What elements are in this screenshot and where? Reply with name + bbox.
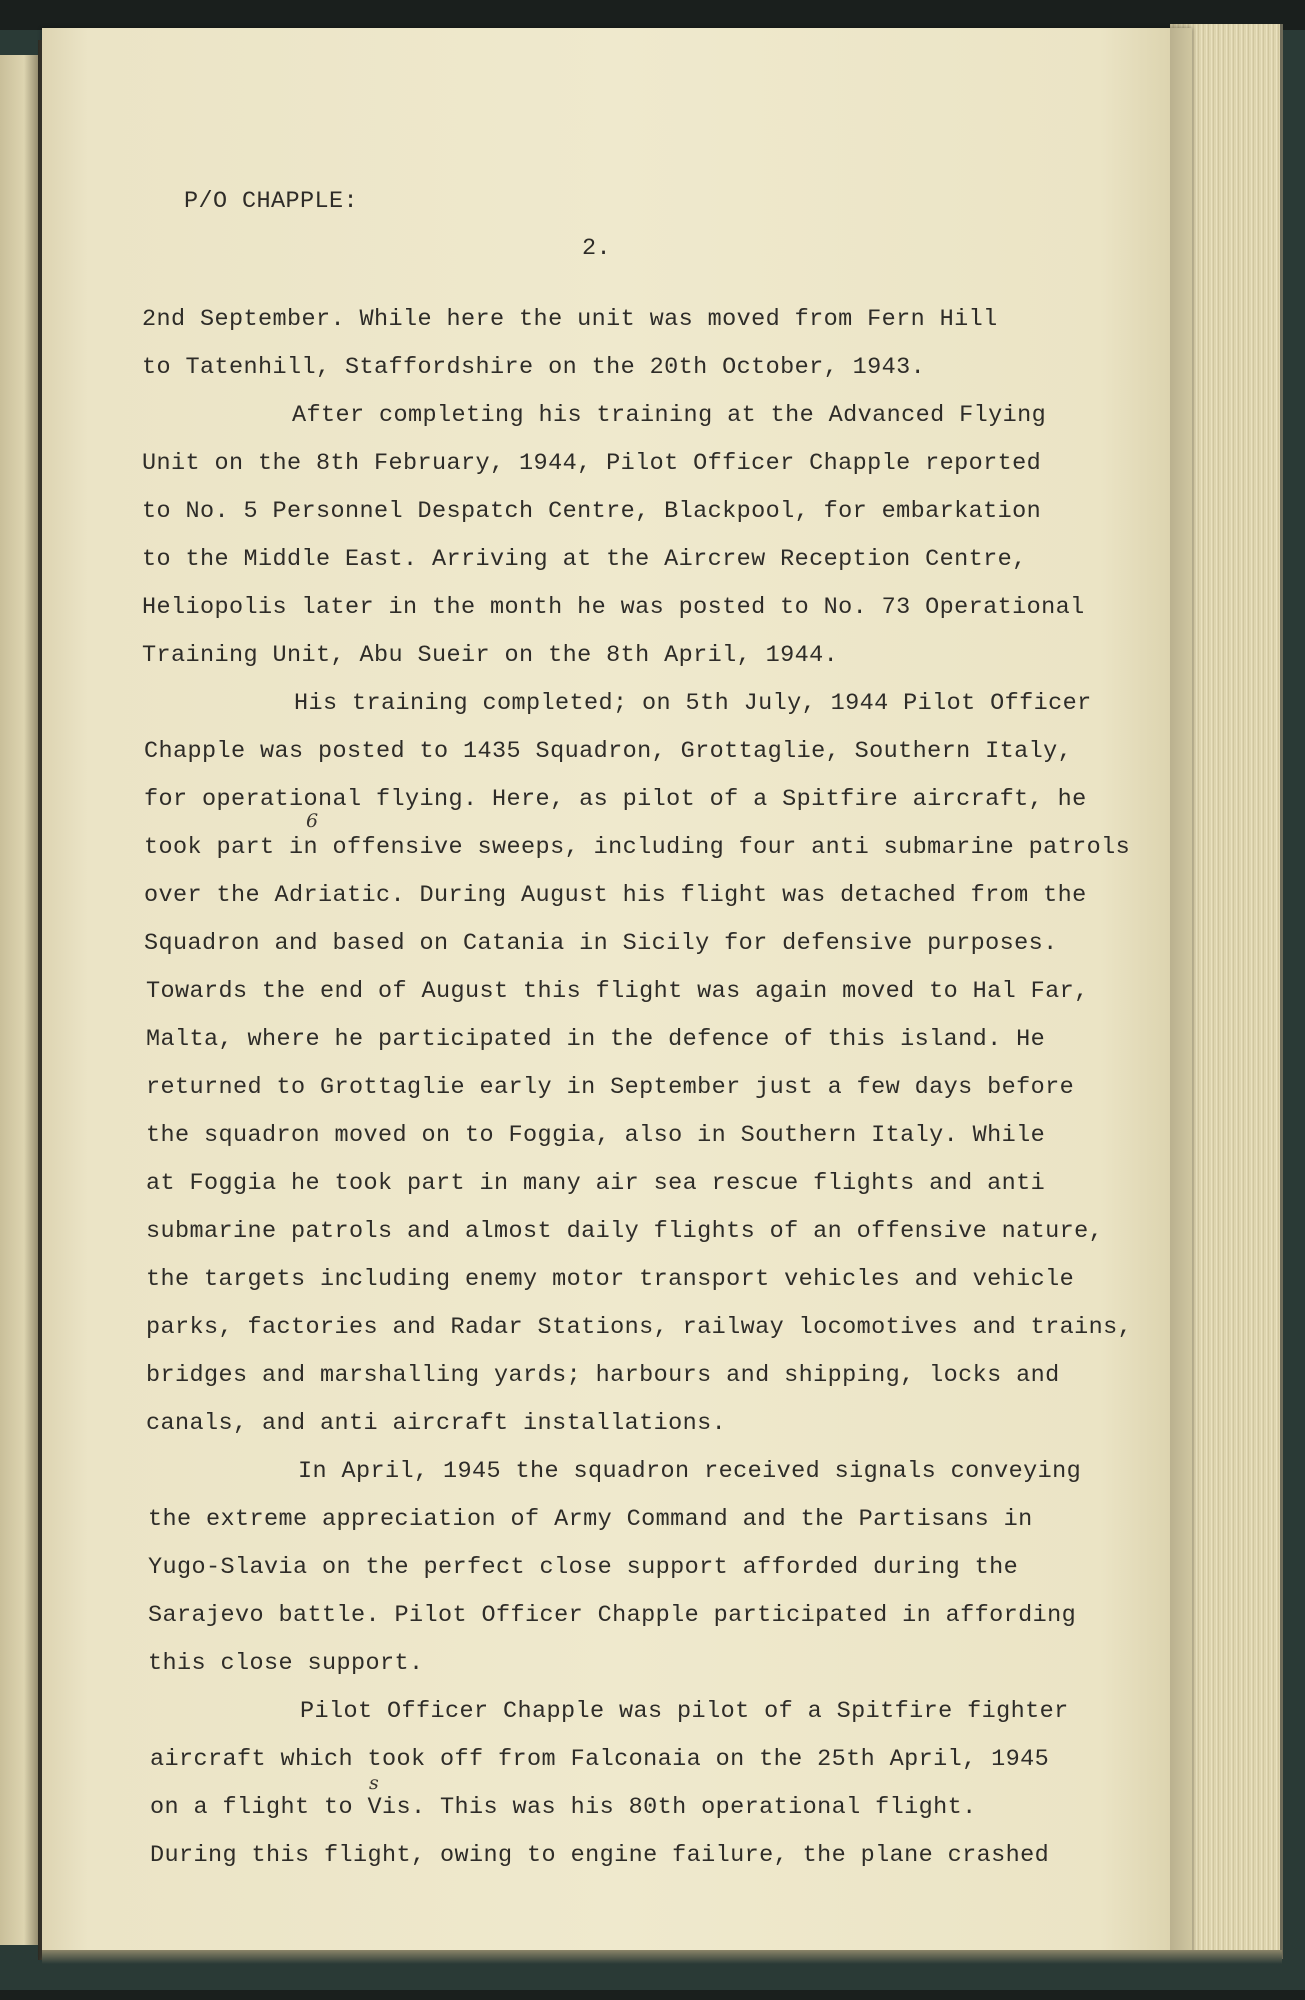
text-line: took part in offensive sweeps, including four anti submarine patrols bbox=[144, 834, 1131, 861]
text-line: Yugo-Slavia on the perfect close support afforded during the bbox=[148, 1554, 1019, 1581]
text-line: bridges and marshalling yards; harbours and shipping, locks and bbox=[146, 1362, 1060, 1389]
text-line: During this flight, owing to engine failure, the plane crashed bbox=[150, 1842, 1050, 1869]
text-line: to Tatenhill, Staffordshire on the 20th October, 1943. bbox=[142, 354, 926, 381]
text-line: 2nd September. While here the unit was moved from Fern Hill bbox=[142, 306, 998, 333]
page-bottom-shadow bbox=[42, 1950, 1282, 1964]
text-line: the targets including enemy motor transport vehicles and vehicle bbox=[146, 1266, 1075, 1293]
text-line: Heliopolis later in the month he was posted to No. 73 Operational bbox=[142, 594, 1085, 621]
text-line: submarine patrols and almost daily flights of an offensive nature, bbox=[146, 1218, 1104, 1245]
handwritten-insert: s bbox=[369, 1772, 379, 1794]
text-line: Pilot Officer Chapple was pilot of a Spitfire fighter bbox=[300, 1698, 1069, 1725]
text-line: Chapple was posted to 1435 Squadron, Grottaglie, Southern Italy, bbox=[144, 738, 1073, 765]
text-line: the extreme appreciation of Army Command and the Partisans in bbox=[148, 1506, 1033, 1533]
text-line: over the Adriatic. During August his flight was detached from the bbox=[144, 882, 1087, 909]
document-header: P/O CHAPPLE: bbox=[184, 188, 359, 215]
document-page bbox=[42, 28, 1192, 1958]
text-line: the squadron moved on to Foggia, also in Southern Italy. While bbox=[146, 1122, 1046, 1149]
page-number: 2. bbox=[582, 235, 612, 262]
text-line: Unit on the 8th February, 1944, Pilot Officer Chapple reported bbox=[142, 450, 1042, 477]
text-line: Sarajevo battle. Pilot Officer Chapple participated in affording bbox=[148, 1602, 1077, 1629]
text-line: on a flight to Vis. This was his 80th operational flight. bbox=[150, 1794, 977, 1821]
previous-page-edge bbox=[0, 55, 42, 1945]
text-line: Malta, where he participated in the defence of this island. He bbox=[146, 1026, 1046, 1053]
handwritten-insert: 6 bbox=[306, 810, 319, 832]
text-line: Towards the end of August this flight was again moved to Hal Far, bbox=[146, 978, 1089, 1005]
text-line: returned to Grottaglie early in September just a few days before bbox=[146, 1074, 1075, 1101]
text-line: After completing his training at the Advanced Flying bbox=[292, 402, 1047, 429]
text-line: to the Middle East. Arriving at the Aircrew Reception Centre, bbox=[142, 546, 1027, 573]
page-edge-shadow bbox=[1170, 24, 1200, 1959]
text-line: to No. 5 Personnel Despatch Centre, Blackpool, for embarkation bbox=[142, 498, 1042, 525]
text-line: for operational flying. Here, as pilot of a Spitfire aircraft, he bbox=[144, 786, 1087, 813]
text-line: In April, 1945 the squadron received signals conveying bbox=[298, 1458, 1082, 1485]
text-line: aircraft which took off from Falconaia on the 25th April, 1945 bbox=[150, 1746, 1050, 1773]
text-line: canals, and anti aircraft installations. bbox=[146, 1410, 727, 1437]
text-line: this close support. bbox=[148, 1650, 424, 1677]
text-line: at Foggia he took part in many air sea rescue flights and anti bbox=[146, 1170, 1046, 1197]
text-line: parks, factories and Radar Stations, railway locomotives and trains, bbox=[146, 1314, 1133, 1341]
text-line: His training completed; on 5th July, 1944 Pilot Officer bbox=[294, 690, 1092, 717]
text-line: Squadron and based on Catania in Sicily for defensive purposes. bbox=[144, 930, 1058, 957]
text-line: Training Unit, Abu Sueir on the 8th April, 1944. bbox=[142, 642, 839, 669]
